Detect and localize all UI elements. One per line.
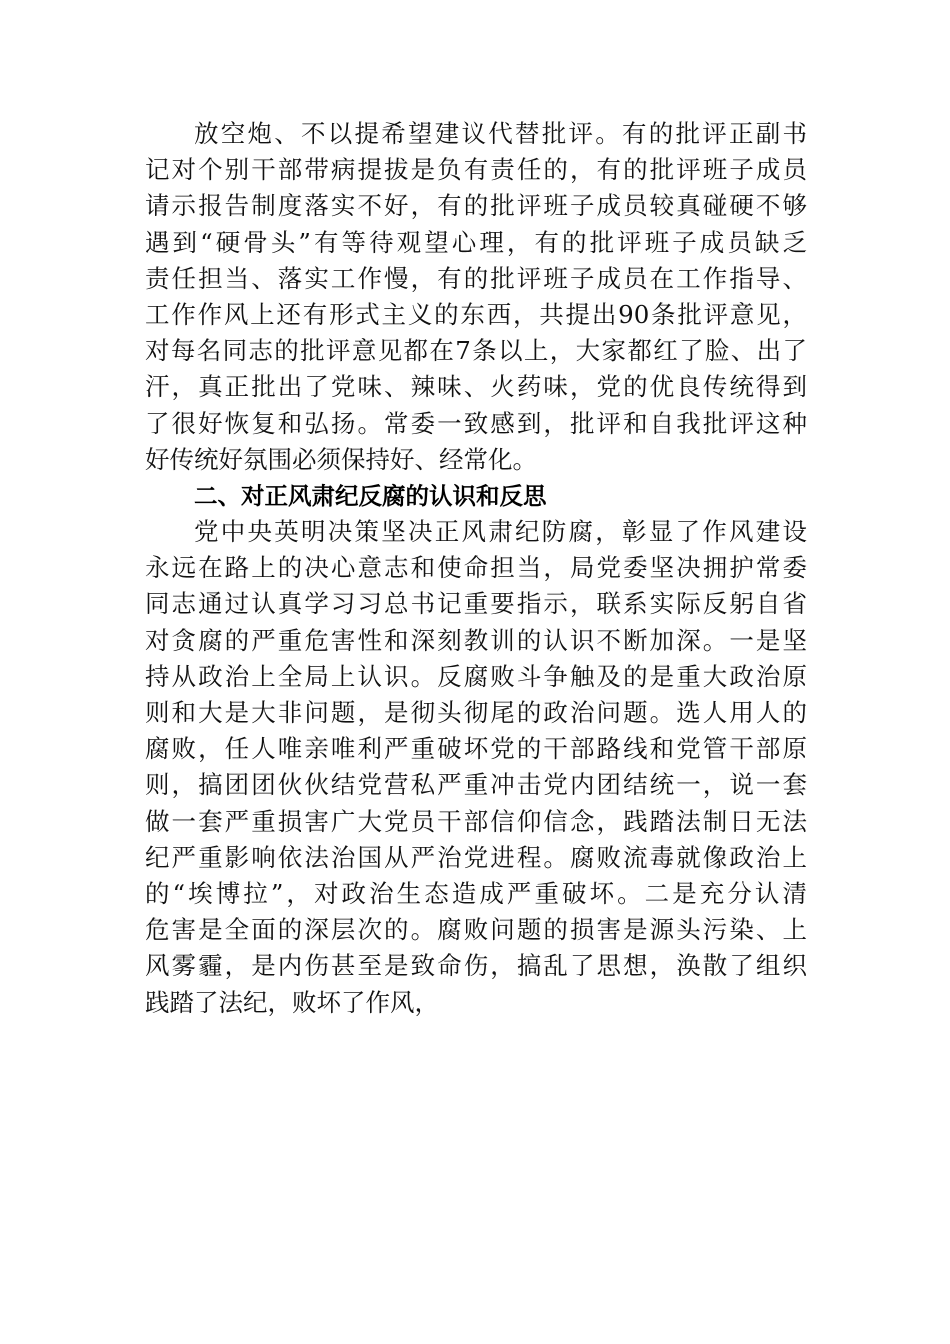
paragraph-line: 风雾霾，是内伤甚至是致命伤，搞乱了思想，涣散了组织 xyxy=(145,951,807,981)
document-body xyxy=(145,116,807,1021)
paragraph-line: 践踏了法纪，败坏了作风， xyxy=(145,987,439,1017)
paragraph-line: 记对个别干部带病提拔是负有责任的，有的批评班子成员 xyxy=(145,155,807,185)
paragraph-line: 汗，真正批出了党味、辣味、火药味，党的优良传统得到 xyxy=(145,372,807,402)
paragraph-line: 放空炮、不以提希望建议代替批评。有的批评正副书 xyxy=(194,119,807,148)
paragraph-line: 做一套严重损害广大党员干部信仰信念，践踏法制日无法 xyxy=(145,806,807,836)
paragraph-line: 对每名同志的批评意见都在7条以上，大家都红了脸、出了 xyxy=(145,336,807,366)
paragraph-line: 持从政治上全局上认识。反腐败斗争触及的是重大政治原 xyxy=(145,661,807,691)
paragraph-line: 对贪腐的严重危害性和深刻教训的认识不断加深。一是坚 xyxy=(145,625,807,655)
paragraph-2 xyxy=(145,514,807,1021)
paragraph-line: 责任担当、落实工作慢，有的批评班子成员在工作指导、 xyxy=(145,263,807,293)
paragraph-line: 的“埃博拉”，对政治生态造成严重破坏。二是充分认清 xyxy=(145,878,807,908)
paragraph-line: 同志通过认真学习习总书记重要指示，联系实际反躬自省 xyxy=(145,589,807,619)
paragraph-line: 遇到“硬骨头”有等待观望心理，有的批评班子成员缺乏 xyxy=(145,227,807,257)
paragraph-line: 危害是全面的深层次的。腐败问题的损害是源头污染、上 xyxy=(145,915,807,945)
paragraph-line: 好传统好氛围必须保持好、经常化。 xyxy=(145,444,537,474)
paragraph-line: 了很好恢复和弘扬。常委一致感到，批评和自我批评这种 xyxy=(145,408,807,438)
paragraph-line: 纪严重影响依法治国从严治党进程。腐败流毒就像政治上 xyxy=(145,842,807,872)
paragraph-line: 永远在路上的决心意志和使命担当，局党委坚决拥护常委 xyxy=(145,553,807,583)
paragraph-line: 党中央英明决策坚决正风肃纪防腐，彰显了作风建设 xyxy=(194,517,807,547)
paragraph-line: 则和大是大非问题，是彻头彻尾的政治问题。选人用人的 xyxy=(145,698,807,727)
paragraph-line: 腐败，任人唯亲唯利严重破坏党的干部路线和党管干部原 xyxy=(145,734,807,764)
paragraph-line: 请示报告制度落实不好，有的批评班子成员较真碰硬不够 xyxy=(145,191,807,221)
paragraph-1 xyxy=(145,116,807,478)
paragraph-line: 工作作风上还有形式主义的东西，共提出90条批评意见， xyxy=(145,299,807,329)
paragraph-line: 则，搞团团伙伙结党营私严重冲击党内团结统一，说一套 xyxy=(145,770,807,800)
section-heading: 二、对正风肃纪反腐的认识和反思 xyxy=(194,481,547,510)
